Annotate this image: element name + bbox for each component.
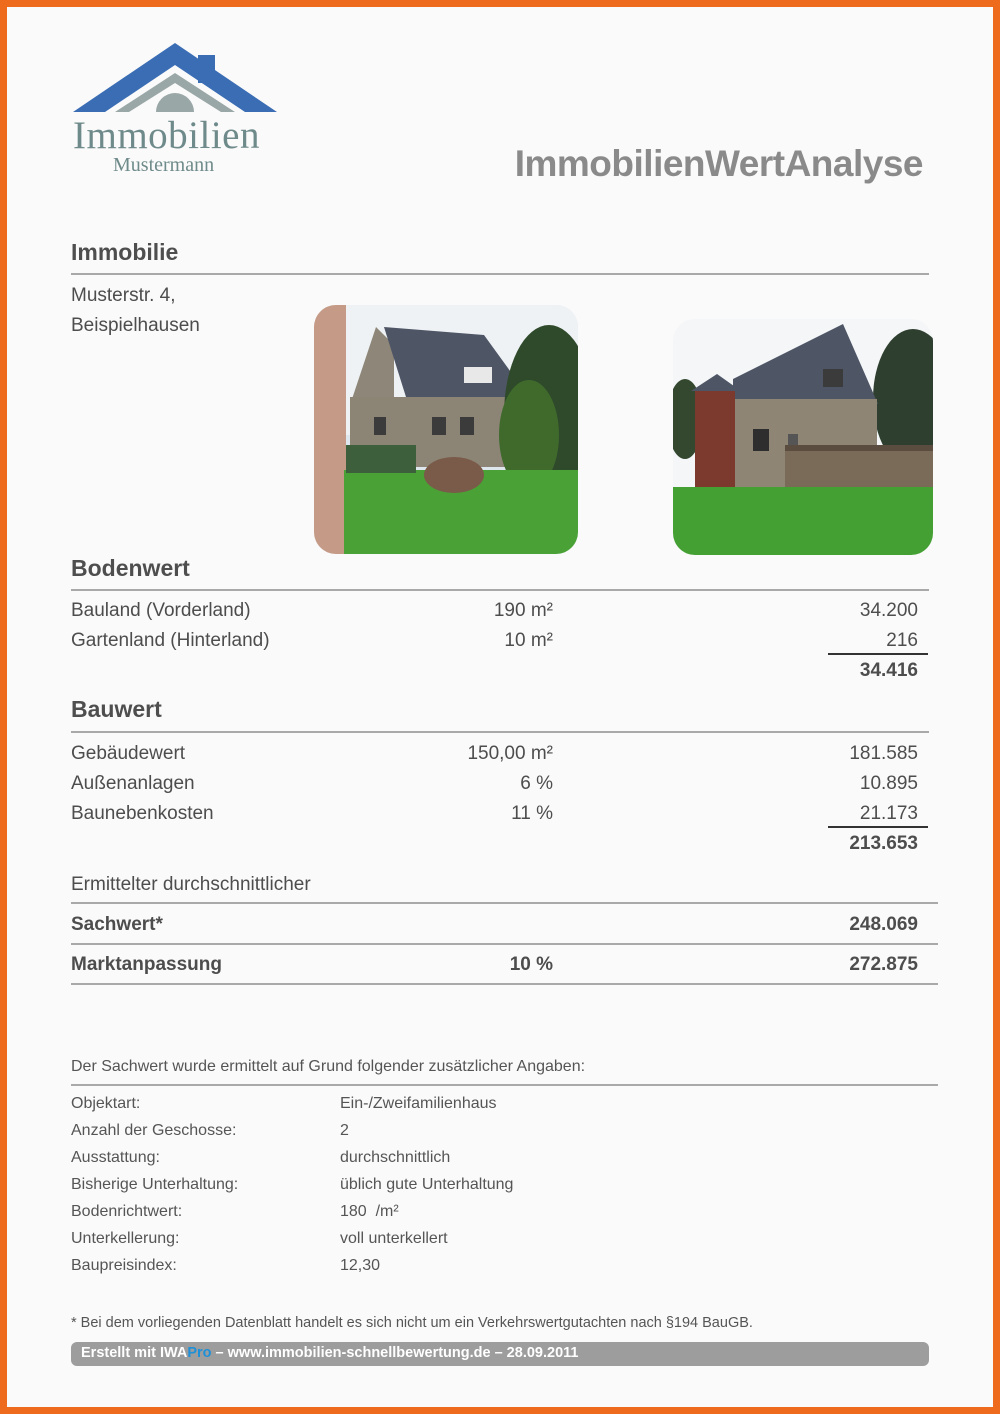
details-divider (71, 1084, 938, 1086)
marktanpassung-qty: 10 % (509, 954, 553, 975)
company-logo (69, 43, 281, 178)
detail-label: Objektart: (71, 1095, 141, 1112)
property-photo-front (314, 305, 578, 554)
bodenwert-sum-line (828, 653, 928, 655)
detail-value: 2 (340, 1122, 349, 1139)
bauwert-total: 213.653 (849, 833, 918, 854)
bodenwert-total: 34.416 (859, 660, 918, 681)
bauwert-sum-line (828, 826, 928, 828)
bodenwert-row-qty: 190 m² (493, 600, 553, 621)
marktanpassung-label: Marktanpassung (71, 954, 222, 975)
property-photo-rear (673, 319, 933, 555)
logo-subname: Mustermann (113, 154, 215, 176)
detail-label: Baupreisindex: (71, 1257, 177, 1274)
detail-label: Bodenrichtwert: (71, 1203, 183, 1220)
disclaimer-note: * Bei dem vorliegenden Datenblatt handelt es sich nicht um ein Verkehrswertgutachten nach §194 BauGB. (71, 1315, 753, 1331)
bodenwert-heading: Bodenwert (71, 555, 190, 581)
marktanpassung-bottom-rule (71, 983, 938, 985)
address-line-1: Musterstr. 4, (71, 285, 176, 306)
bauwert-row-value: 21.173 (859, 803, 918, 824)
bodenwert-row-label: Gartenland (Hinterland) (71, 630, 270, 651)
detail-value: üblich gute Unterhaltung (340, 1176, 514, 1193)
document-page (7, 7, 993, 1407)
bauwert-row-qty: 6 % (520, 773, 553, 794)
bauwert-row-label: Außenanlagen (71, 773, 195, 794)
bodenwert-row-value: 216 (886, 630, 918, 651)
logo-name: Immobilien (73, 114, 260, 157)
bauwert-divider (71, 731, 929, 733)
detail-value: 180 /m² (340, 1203, 399, 1220)
detail-label: Ausstattung: (71, 1149, 160, 1166)
bauwert-row-label: Gebäudewert (71, 743, 186, 764)
bauwert-row-qty: 150,00 m² (467, 743, 553, 764)
sachwert-value: 248.069 (849, 914, 918, 935)
detail-label: Unterkellerung: (71, 1230, 180, 1247)
bauwert-row-value: 10.895 (859, 773, 918, 794)
footer-prefix: Erstellt mit IWA (81, 1345, 188, 1361)
detail-value: durchschnittlich (340, 1149, 451, 1166)
bodenwert-row-label: Bauland (Vorderland) (71, 600, 251, 621)
detail-label: Anzahl der Geschosse: (71, 1122, 237, 1139)
immobilie-heading: Immobilie (71, 239, 179, 265)
sachwert-label: Sachwert* (71, 914, 163, 935)
bodenwert-divider (71, 589, 929, 591)
detail-label: Bisherige Unterhaltung: (71, 1176, 239, 1193)
bodenwert-row-value: 34.200 (859, 600, 918, 621)
sachwert-intro: Ermittelter durchschnittlicher (71, 874, 311, 895)
document-title: ImmobilienWertAnalyse (514, 143, 923, 184)
footer-bar (71, 1342, 929, 1366)
bauwert-row-qty: 11 % (511, 803, 553, 824)
detail-value: voll unterkellert (340, 1230, 448, 1247)
marktanpassung-value: 272.875 (849, 954, 918, 975)
sachwert-top-rule (71, 902, 938, 904)
detail-value: 12,30 (340, 1257, 381, 1274)
details-intro: Der Sachwert wurde ermittelt auf Grund folgender zusätzlicher Angaben: (71, 1058, 586, 1075)
immobilie-divider (71, 273, 929, 275)
bodenwert-row-qty: 10 m² (504, 630, 553, 651)
address-line-2: Beispielhausen (71, 315, 200, 336)
sachwert-bottom-rule (71, 943, 938, 945)
detail-value: Ein-/Zweifamilienhaus (340, 1095, 497, 1112)
bauwert-row-label: Baunebenkosten (71, 803, 214, 824)
bauwert-row-value: 181.585 (849, 743, 918, 764)
footer-text (81, 1345, 578, 1361)
footer-pro: Pro (187, 1345, 212, 1361)
house-roof-logo-icon (69, 43, 281, 123)
bauwert-heading: Bauwert (71, 696, 162, 722)
footer-suffix: – www.immobilien-schnellbewertung.de – 28.09.2011 (211, 1345, 579, 1361)
